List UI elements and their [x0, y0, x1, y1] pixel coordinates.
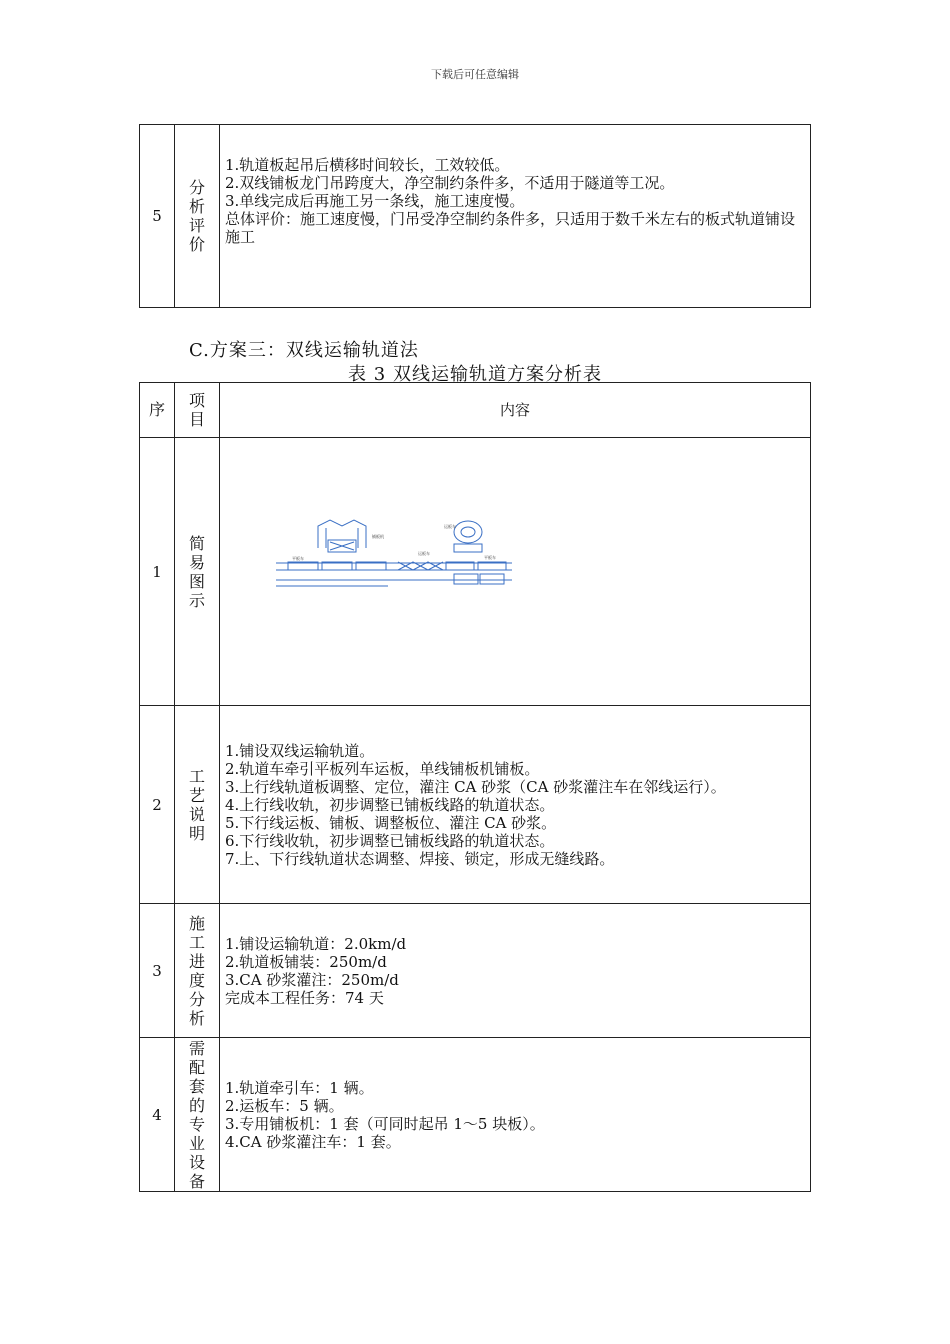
row-content — [220, 904, 811, 1038]
table-header-row — [140, 383, 811, 438]
section-title: C.方案三：双线运输轨道法 — [189, 340, 419, 361]
table-row — [140, 125, 811, 308]
construction-diagram — [268, 518, 518, 608]
table-row — [140, 904, 811, 1038]
content-line: 2.运板车：5 辆。 — [225, 1096, 344, 1115]
content-line: 2.轨道板铺装：250m/d — [225, 952, 387, 971]
row-item: 工艺说明 — [175, 706, 220, 904]
table-continuation — [139, 124, 811, 308]
content-line: 5.下行线运板、铺板、调整板位、灌注 CA 砂浆。 — [225, 813, 557, 832]
row-content — [220, 1038, 811, 1192]
content-line: 1.轨道牵引车：1 辆。 — [225, 1078, 374, 1097]
row-index: 2 — [140, 706, 175, 904]
row-index: 3 — [140, 904, 175, 1038]
analysis-table — [139, 382, 811, 1192]
content-line: 3.单线完成后再施工另一条线，施工速度慢。 — [225, 192, 525, 210]
table-row — [140, 706, 811, 904]
row-content — [220, 125, 811, 308]
content-line: 1.铺设运输轨道：2.0km/d — [225, 934, 407, 953]
content-line: 1.铺设双线运输轨道。 — [225, 741, 375, 760]
svg-text:运板车: 运板车 — [418, 551, 430, 556]
content-line: 1.轨道板起吊后横移时间较长，工效较低。 — [225, 156, 510, 174]
content-line: 3.专用铺板机：1 套（可同时起吊 1～5 块板）。 — [225, 1114, 545, 1133]
row-index: 4 — [140, 1038, 175, 1192]
header-item: 项目 — [175, 383, 220, 438]
row-index: 5 — [140, 125, 175, 308]
content-line: 完成本工程任务：74 天 — [225, 988, 384, 1007]
page-header: 下载后可任意编辑 — [431, 68, 519, 81]
svg-text:铺板机: 铺板机 — [372, 534, 384, 539]
header-content: 内容 — [220, 383, 811, 438]
content-line: 4.上行线收轨，初步调整已铺板线路的轨道状态。 — [225, 795, 555, 814]
svg-text:运板车: 运板车 — [444, 524, 456, 529]
row-content — [220, 706, 811, 904]
content-line: 总体评价：施工速度慢，门吊受净空制约条件多，只适用于数千米左右的板式轨道铺设施工 — [225, 210, 796, 246]
table-row — [140, 1038, 811, 1192]
row-item: 分析评价 — [175, 125, 220, 308]
content-line: 6.下行线收轨，初步调整已铺板线路的轨道状态。 — [225, 831, 555, 850]
row-item: 需配套的专业设备 — [175, 1038, 220, 1192]
content-line: 7.上、下行线轨道状态调整、焊接、锁定，形成无缝线路。 — [225, 849, 615, 868]
svg-text:平板车: 平板车 — [484, 555, 496, 560]
content-line: 2.轨道车牵引平板列车运板，单线铺板机铺板。 — [225, 759, 540, 778]
content-line: 2.双线铺板龙门吊跨度大，净空制约条件多，不适用于隧道等工况。 — [225, 174, 675, 192]
content-line: 3.上行线轨道板调整、定位，灌注 CA 砂浆（CA 砂浆灌注车在邻线运行）。 — [225, 777, 726, 796]
svg-text:平板车: 平板车 — [292, 556, 304, 561]
table-row — [140, 438, 811, 706]
content-line: 4.CA 砂浆灌注车：1 套。 — [225, 1132, 401, 1151]
row-item: 简易图示 — [175, 438, 220, 706]
table-title: 表 3 双线运输轨道方案分析表 — [348, 364, 602, 385]
row-index: 1 — [140, 438, 175, 706]
content-line: 3.CA 砂浆灌注：250m/d — [225, 970, 399, 989]
diagram-cell — [220, 438, 811, 706]
header-index: 序 — [140, 383, 175, 438]
row-item: 施工进度分析 — [175, 904, 220, 1038]
